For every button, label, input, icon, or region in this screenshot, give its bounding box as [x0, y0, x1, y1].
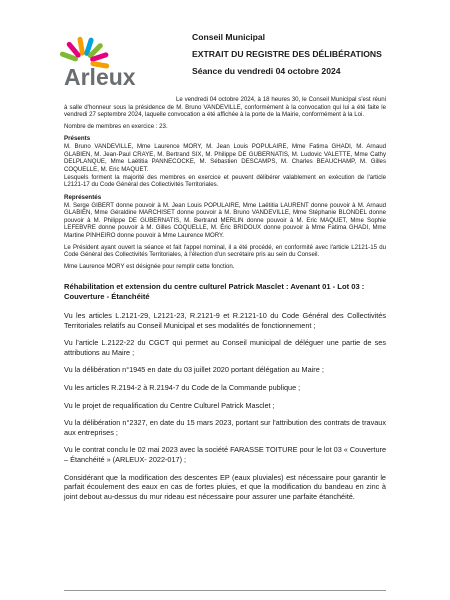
members-count: Nombre de membres en exercice : 23.	[64, 122, 168, 130]
header-session-date: Séance du vendredi 04 octobre 2024	[192, 66, 341, 76]
header-register-title: EXTRAIT DU REGISTRE DES DÉLIBÉRATIONS	[192, 49, 382, 59]
presents-heading: Présents	[64, 135, 91, 143]
represented-list: M. Serge GIBERT donne pouvoir à M. Jean Louis POPULAIRE, Mme Laëtitia LAURENT donne pouvoir à M. Arnaud GLABIEN, Mme Géraldine MARCHISET donne pouvoir à M. Bruno VANDEVILLE, Mme Stéphanie BLONDEL donne pouvoir à M. Philippe DE GUBERNATIS, M. Bertrand MERLIN donne pouvoir à M. Eric MAQUET, Mme Sophie LEFEBVRE donne pouvoir à M. Gilles COQUELLE, M. Éric BRIDOUX donne pouvoir à Mme Fatima GHADI, Mme Martine PINHEIRO donne pouvoir à Mme Laurence MORY.	[64, 201, 386, 239]
visa-paragraph: Vu les articles R.2194-2 à R.2194-7 du Code de la Commande publique ;	[64, 383, 301, 393]
logo-ray	[90, 46, 100, 56]
visa-paragraph: Vu la délibération n°2327, en date du 15 mars 2023, portant sur l'attribution des contrats de travaux aux entreprises ;	[64, 418, 386, 437]
presents-note: Lesquels forment la majorité des membres en exercice et peuvent délibérer valablement en exécution de l'article L2121-17 du Code Général des Collectivités Territoriales.	[64, 173, 386, 189]
document-header	[192, 32, 422, 83]
logo-ray	[80, 39, 82, 53]
deliberation-title: Réhabilitation et extension du centre culturel Patrick Masclet : Avenant 01 - Lot 03 : Couverture - Étanchéité	[64, 282, 365, 301]
visa-paragraph: Vu le contrat conclu le 02 mai 2023 avec la société FARASSE TOITURE pour le lot 03 « Couverture – Étanchéité » (ARLEUX- 2022-017) ;	[64, 445, 386, 465]
logo-sunburst-icon	[58, 30, 168, 90]
intro-paragraph: Le vendredi 04 octobre 2024, à 18 heures 30, le Conseil Municipal s'est réuni à salle d'honneur sous la présidence de M. Bruno VANDEVILLE, conformément à la convocation qui lui a été faite le vendredi 27 septembre 2024, laquelle convocation a été affichée à la porte de la Mairie, conformément à la Loi.	[64, 96, 386, 119]
header-council: Conseil Municipal	[192, 32, 266, 42]
logo-ray	[69, 44, 78, 55]
appel-paragraph: Le Président ayant ouvert la séance et fait l'appel nominal, il a été procédé, en conformité avec l'article L2121-15 du Code Général des Collectivités Territoriales, à l'élection d'un secrétaire pris au sein du Conseil.	[64, 243, 386, 259]
document-body	[64, 96, 386, 509]
secretary-paragraph: Mme Laurence MORY est désignée pour remplir cette fonction.	[64, 262, 235, 270]
visa-paragraph: Vu les articles L.2121-29, L2121-23, R.2121-9 et R.2121-10 du Code Général des Collectivités Territoriales relatifs au Conseil Municipal et ses modalités de fonctionnement ;	[64, 311, 386, 330]
considerant-paragraph: Considérant que la modification des descentes EP (eaux pluviales) est nécessaire pour garantir le parfait écoulement des eaux en cas de fortes pluies, et que la modification du bandeau en zinc à joint debout au-dessus du mur rideau est nécessaire pour assurer une parfaite étanchéité.	[64, 472, 386, 501]
logo-wordmark: Arleux	[64, 64, 136, 90]
visa-paragraph: Vu l'article L.2122-22 du CGCT qui permet au Conseil municipal de déléguer une partie de ses attributions au Maire ;	[64, 338, 386, 357]
bottom-divider	[64, 590, 386, 591]
arleux-logo	[58, 30, 168, 90]
represented-heading: Représentés	[64, 193, 102, 201]
logo-ray	[87, 40, 91, 53]
presents-list: M. Bruno VANDEVILLE, Mme Laurence MORY, M. Jean Louis POPULAIRE, Mme Fatima GHADI, M. Arnaud GLABIEN, M. Jean-Paul CRAYE, M. Bertrand SIX, M. Philippe DE GUBERNATIS, M. Ludovic VALETTE, Mme Cathy DELPLANQUE, Mme Laëtitia PANNECOCKE, M. Sébastien DESCAMPS, M. Charles BEAUCHAMP, M. Gilles COQUELLE, M. Eric MAQUET.	[64, 143, 386, 173]
logo-ray	[93, 55, 106, 59]
logo-ray	[62, 54, 75, 59]
visa-paragraph: Vu la délibération n°1945 en date du 03 juillet 2020 portant délégation au Maire ;	[64, 365, 324, 375]
visa-paragraph: Vu le projet de requalification du Centre Culturel Patrick Masclet ;	[64, 400, 275, 410]
